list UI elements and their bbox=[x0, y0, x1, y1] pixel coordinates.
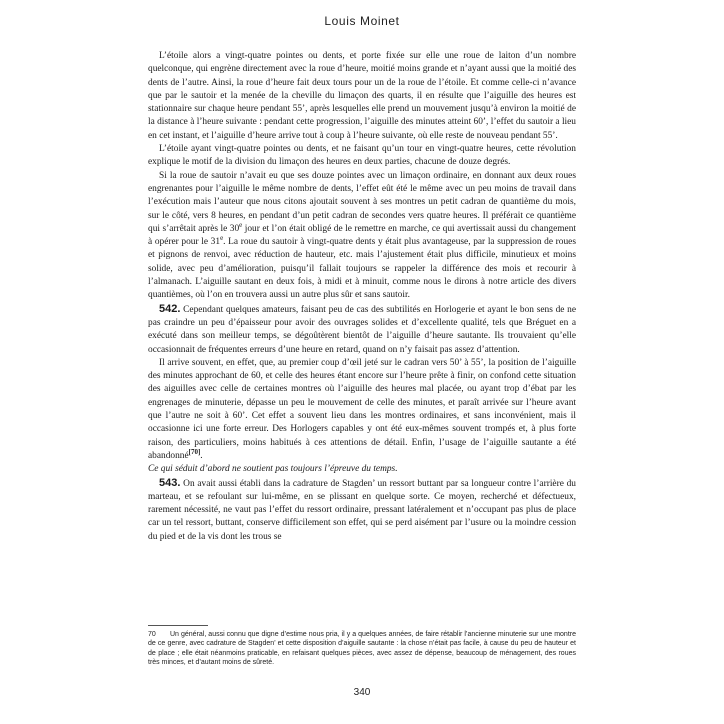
paragraph-text: Il arrive souvent, en effet, que, au premier coup d’œil jeté sur le cadran vers 50’ à 55’, la position de l’aiguille des minutes approchant de 60, et celle des heures étant encore sur l’heure prête à finir, on confond cette situation des aiguilles avec celle de certaines montres où l’aiguille des heures mal placée, ou ayant trop d’ébat par les engrenages de minuterie, dépasse un peu le mouvement de celle des minutes, et paraît arrivée sur l’heure avant que l’autre ne soit à 60’. Cet effet a souvent lieu dans les montres ordinaires, et sans inconvénient, mais il occasionne ici une forte erreur. Des Horlogers capables y ont été eux-mêmes souvent trompés et, à plus forte raison, des particuliers, moins habitués à ces attentions de détail. Enfin, l’usage de l’aiguille sautante a été abandonné bbox=[148, 357, 576, 461]
running-header: Louis Moinet bbox=[324, 14, 400, 28]
footnote-number: 70 bbox=[148, 631, 156, 638]
paragraph bbox=[148, 143, 576, 170]
page-number: 340 bbox=[353, 687, 371, 698]
footnote-separator bbox=[148, 625, 208, 626]
paragraph bbox=[148, 477, 576, 544]
body-text bbox=[148, 50, 576, 544]
footnote-text: Un général, aussi connu que digne d’estime nous pria, il y a quelques années, de faire rétablir l’ancienne minuterie sur une montre de ce genre, avec cadrature de Stagden’ et cette disposition d’aiguille sautante : la chose n’était pas facile, à cause du peu de hauteur et de place ; elle était néanmoins praticable, en refaisant quelques pièces, avec assez de dépense, beaucoup de ménagement, des roues très minces, et d’autant moins de sûreté. bbox=[148, 631, 576, 667]
paragraph-text: . La roue du sautoir à vingt-quatre dents y était plus avantageuse, par la suppression de roues et pignons de renvoi, avec réduction de hauteur, etc. mais l’ajustement était plus difficile, minutieux et moins solide, avec peu d’amélioration, puisqu’il fallait toujours se rappeler la différence des mois et recourir à l’almanach. L’aiguille sautant en deux fois, à midi et à minuit, comme nous le dirons à notre article des divers quantièmes, où l’on en trouvera aussi un autre plus sûr et sans sautoir. bbox=[148, 237, 576, 301]
section-number: 542. bbox=[159, 302, 181, 315]
section-number: 543. bbox=[159, 476, 181, 489]
italic-maxim bbox=[148, 463, 576, 476]
paragraph-text: On avait aussi établi dans la cadrature de Stagden’ un ressort buttant par sa longueur contre l’arrière du marteau, et se refoulant sur lui-même, en se plissant en quelque sorte. Ce moyen, recherché et défectueux, rarement nécessité, ne vaut pas l’effet du ressort ordinaire, pressant latéralement et n’occupant pas plus de place car un tel ressort, buttant, conserve difficilement son effet, qui se perd aisément par l’usure ou la moindre cession du pied et de la vis dont les trous se bbox=[148, 478, 576, 542]
paragraph-text: Si la roue de sautoir n’avait eu que ses douze pointes avec un limaçon ordinaire, en donnant aux deux roues engrenantes pour l’aiguille le même nombre de dents, l’effet eût été le même avec un peu moins de travail dans l’exécution mais l’auteur que nous citons ajoutait souvent à ses montres un petit cadran de quantième du mois, sur le côté, vers 8 heures, en pendant d’un petit cadran de secondes vers quatre heures. Il préférait ce quantième qui s’arrêtait après le 30 bbox=[148, 170, 576, 234]
paragraph bbox=[148, 303, 576, 357]
paragraph-text: Cependant quelques amateurs, faisant peu de cas des subtilités en Horlogerie et ayant le bon sens de ne pas craindre un peu d’épaisseur pour avoir des ouvrages solides et d’excellente qualité, tels que Bréguet en a exécuté dans son meilleur temps, se dégoûtèrent bientôt de l’aiguille d’heure sautante. Ils trouvaient qu’elle occasionnait de fréquentes erreurs d’une heure en retard, quand on n’y faisait pas assez d’attention. bbox=[148, 304, 576, 355]
footnote-reference[interactable]: [70] bbox=[188, 447, 201, 456]
paragraph-text: L’étoile ayant vingt-quatre pointes ou dents, et ne faisant qu’un tour en vingt-quatre heures, cette révolution explique le motif de la division du limaçon des heures en deux parties, chacune de douze degrés. bbox=[148, 144, 576, 168]
footnote bbox=[148, 630, 576, 668]
paragraph-text: . bbox=[200, 450, 203, 461]
paragraph-text: jour et l’on était obligé de le remettre en marche, ce qui avertissait aussi du changement à opérer pour le 31 bbox=[148, 223, 576, 248]
superscript: e bbox=[220, 234, 224, 243]
paragraph bbox=[148, 357, 576, 463]
paragraph bbox=[148, 50, 576, 143]
superscript: e bbox=[239, 220, 243, 229]
paragraph-text: L’étoile alors a vingt-quatre pointes ou dents, et porte fixée sur elle une roue de laiton d’un nombre quelconque, qui engrène directement avec la roue d’heure, moitié moins grande et n’ayant aussi que la moitié des dents de l’autre. Ainsi, la roue d’heure fait deux tours pour un de la roue de l’étoile. Et comme celle-ci n’avance que par le sautoir et la menée de la cheville du limaçon des quarts, il en résulte que l’aiguille des heures est stationnaire sur chaque heure pendant 55’, après lesquelles elle prend un mouvement jusqu’à environ la moitié de la distance à l’heure suivante : pendant cette progression, l’aiguille des minutes atteint 60’, l’effet du sautoir a lieu en cet instant, et l’aiguille d’heure arrive tout à coup à l’heure suivante, où elle reste de nouveau pendant 55’. bbox=[148, 51, 576, 141]
paragraph-text: Ce qui séduit d’abord ne soutient pas toujours l’épreuve du temps. bbox=[148, 464, 398, 475]
paragraph bbox=[148, 170, 576, 303]
